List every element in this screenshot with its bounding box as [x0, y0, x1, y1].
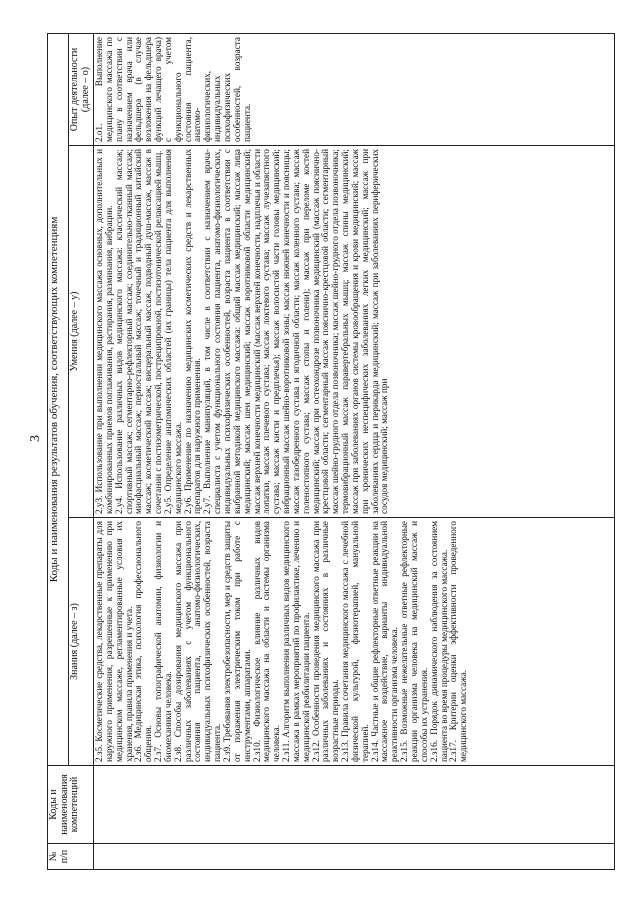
header-results: Коды и наименования результатов обучения, соответствующих компетенциям: [48, 34, 69, 766]
competency-table: [47, 33, 615, 870]
skills-item: 2.у3. Использование при выполнении медицинского массажа основных, дополнительных и комбинированных приемов поглаживания, растирания, разминания, вибрации.: [94, 149, 114, 514]
header-knowledge: Знания (далее – з): [69, 518, 94, 766]
knowledge-item: 2.з9. Требования электробезопасности, мер и средств защиты от поражения электрическим током при работе с инструментами, аппаратами.: [221, 521, 252, 762]
knowledge-item: 2.з6. Медицинская этика, психология профессионального общения.: [133, 521, 154, 762]
cell-skills: [94, 146, 615, 518]
cell-num: [94, 844, 615, 870]
rotated-table-container: [47, 34, 615, 870]
knowledge-item: 2.з14. Частные и общие рефлекторные ответные реакции на массажное воздействие, варианты индивидуальной реактивности организма человека.: [369, 521, 400, 762]
cell-codes: [94, 766, 615, 844]
knowledge-item: 2.з11. Алгоритм выполнения различных видов медицинского массажа в рамках мероприятий по профилактике, лечению и медицинской реабилитации пациента.: [281, 521, 311, 762]
skills-item: 2.у7. Выполнение манипуляций, в том числе в соответствии с назначением врача-специалиста с учетом функционального состояния пациента, анатомо-физиологических, индивидуальных психофизических особенностей, возраста пациента в соответствии с выбранной методикой медицинского массажа: общий массаж медицинский; массаж лица медицинский; массаж шеи медицинский; массаж воротниковой области медицинский; массаж верхней конечности медицинский (массаж верхней конечности, надплечья и области лопатки, массаж плечевого сустава; массаж локтевого сустава; массаж лучезапястного сустава; массаж кисти и предплечья); массаж волосистой части головы медицинский; вибрационный массаж шейно-воротниковой зоны; массаж нижней конечности и поясницы; массаж тазобедренного сустава и ягодичной области; массаж коленного сустава; массаж голеностопного сустава; массаж стопы и голени); массаж при переломе костей медицинский; массаж при остеохондрозе позвоночника медицинский (массаж пояснично-крестцовой области; сегментарный массаж пояснично-крестцовой области; сегментарный массаж шейно-грудного отдела позвоночника; массаж шейно-грудного отдела позвоночника; термовибрационный массаж паравертебральных мышц; массаж спины медицинский; массаж при заболеваниях органов системы кровообращения и крови медицинский; массаж при хронических неспецифических заболеваниях легких медицинский; массаж при заболеваниях сердца и перикарда медицинский; массаж при заболеваниях периферических сосудов медицинский; массаж при: [202, 149, 390, 514]
header-num: № п/п: [48, 844, 94, 870]
knowledge-item: 2.з17. Критерии оценки эффективности проведенного медицинского массажа.: [448, 521, 469, 762]
knowledge-item: 2.з12. Особенности проведения медицинского массажа при различных заболеваниях и состояниях в различные возрастные периоды.: [310, 521, 341, 762]
knowledge-item: 2.з7. Основы топографической анатомии, физиологии и биомеханики человека.: [153, 521, 173, 762]
header-experience: Опыт деятельности (далее – о): [69, 34, 94, 146]
table-row: [94, 34, 615, 870]
knowledge-item: 2.з15. Возможные нежелательные ответные рефлекторные реакции организма человека на медицинский массаж и способы их устранения.: [399, 521, 429, 762]
knowledge-item: 2.з13. Правила сочетания медицинского массажа с лечебной физической культурой, физиотерапией, мануальной терапией.: [340, 521, 370, 762]
cell-experience: [94, 34, 615, 146]
header-skills: Умения (далее – у): [69, 146, 94, 518]
skills-item: 2.у4. Использование различных видов медицинского массажа: классический массаж; спортивный массаж; сегментарно-рефлекторный массаж; соединительно-тканный массаж; миофасциальный массаж; периостальный массаж; точечный и традиционный китайский массаж; косметический массаж; висцеральный массаж, подводный душ-массаж, массаж в сочетании с постизометрической, постреципрокной, постизотонической релаксацией мышц.: [113, 149, 164, 514]
knowledge-item: 2.з16. Порядок динамического наблюдения за состоянием пациента во время процедуры медицинского массажа.: [428, 521, 449, 762]
knowledge-item: 2.з10. Физиологическое влияние различных видов медицинского массажа на области и системы организма человека.: [251, 521, 282, 762]
header-codes: Коды и наименования компетенций: [48, 766, 94, 844]
cell-knowledge: [94, 518, 615, 766]
skills-item: 2.у5. Определение анатомических областей (их границы) тела пациента для выполнения медицинского массажа.: [162, 149, 183, 514]
skills-item: 2.у6. Применение по назначению медицинских косметических средств и лекарственных препаратов для наружного применения.: [182, 149, 203, 514]
knowledge-item: 2.з8. Способы дозирования медицинского массажа при различных заболеваниях с учетом функционального состояния пациента, анатомо-физиологических, индивидуальных психофизических особенностей, возраста пациента.: [172, 521, 223, 762]
experience-item: 2.о1. Выполнение медицинского массажа по плану в соответствии с назначением врача или фельдшера (в случае возложения на фельдшера функций лечащего врача) с учетом функционального состояния пациента, анатомо-физиологических, индивидуальных психофизических особенностей, возраста пациента.: [94, 37, 252, 142]
knowledge-item: 2.з5. Косметические средства, лекарственные препараты для наружного применения, разрешенные к применению при медицинском массаже, регламентированные условия их хранения, правила применения и учета.: [94, 521, 134, 762]
page-number: 3: [28, 435, 43, 442]
